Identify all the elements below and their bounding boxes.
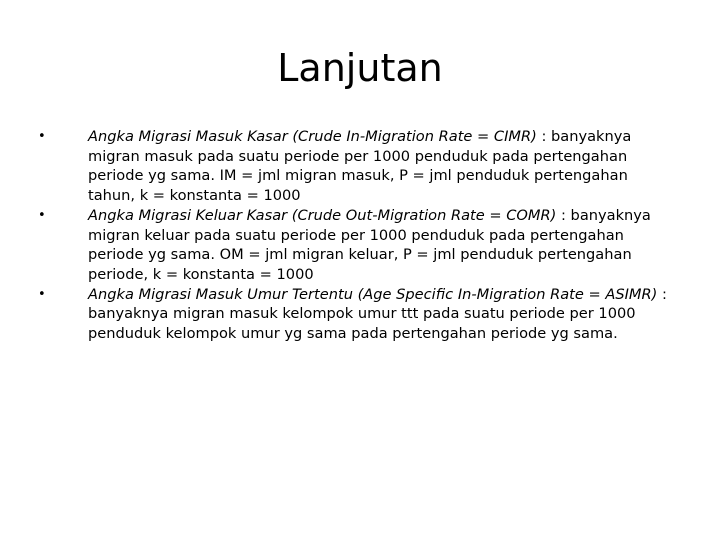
bullet-item-asimr [38,285,678,344]
slide-title: Lanjutan [277,46,443,90]
bullet-text: : banyaknya migran masuk pada suatu periode per 1000 penduduk pada pertengahan periode yg sama. IM = jml migran masuk, P = jml penduduk pertengahan tahun, k = konstanta = 1000 [88,128,632,205]
bullet-text: : banyaknya migran keluar pada suatu periode per 1000 penduduk pada pertengahan periode yg sama. OM = jml migran keluar, P = jml penduduk pertengahan periode, k = konstanta = 1000 [88,206,651,283]
bullet-icon: • [38,129,46,144]
bullet-icon: • [38,286,46,302]
bullet-term: Angka Migrasi Masuk Umur Tertentu (Age Specific In-Migration Rate = ASIMR) [88,285,658,303]
bullet-term: Angka Migrasi Keluar Kasar (Crude Out-Migration Rate = COMR) [88,206,557,224]
bullet-term: Angka Migrasi Masuk Kasar (Crude In-Migration Rate = CIMR) [88,128,537,145]
bullet-text: : banyaknya migran masuk kelompok umur ttt pada suatu periode per 1000 penduduk kelompok umur yg sama pada pertengahan periode yg sama. [88,285,667,343]
bullet-icon: • [38,207,46,223]
bullet-list [38,127,678,344]
bullet-item-cimr [38,127,678,206]
bullet-item-comr [38,206,678,285]
